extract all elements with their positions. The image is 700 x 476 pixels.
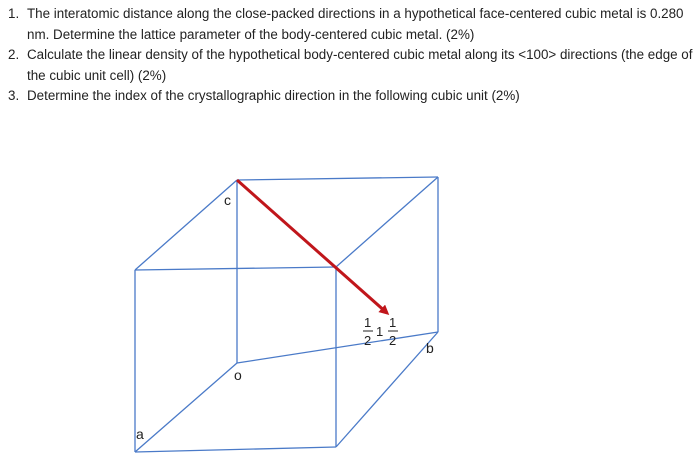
- question-3-text: Determine the index of the crystallographic direction in the following cubic unit (2%): [27, 88, 520, 103]
- axis-label-c: c: [224, 192, 231, 208]
- question-1-text: The interatomic distance along the close-packed directions in a hypothetical face-centered cubic metal is 0.280 nm. Determine the lattice parameter of the body-centered cubic metal. (2%): [27, 6, 684, 42]
- question-2-text: Calculate the linear density of the hypothetical body-centered cubic metal along its <100> directions (the edge of the cubic unit cell) (2%): [27, 47, 693, 83]
- cube-edge-front-bottom: [135, 447, 336, 452]
- cube-edge-connect-top-right: [336, 177, 438, 267]
- tip-coordinate-label: [363, 315, 398, 348]
- axis-label-b: b: [426, 340, 434, 356]
- coord-first-denominator: 2: [364, 333, 372, 348]
- direction-arrow: [237, 180, 387, 313]
- coord-middle-value: 1: [376, 324, 384, 339]
- cube-edge-front-top: [135, 267, 336, 270]
- cube-edge-connect-bottom-left: [135, 363, 237, 452]
- coord-first-numerator: 1: [364, 315, 372, 330]
- axis-label-origin: o: [234, 367, 242, 383]
- question-1-number: 1.: [8, 6, 20, 21]
- cube-edge-back-top: [237, 177, 438, 180]
- axis-label-a: a: [136, 426, 144, 442]
- coord-last-denominator: 2: [389, 333, 397, 348]
- cube-edge-connect-top-left: [135, 180, 237, 270]
- question-3-number: 3.: [8, 88, 20, 103]
- cube-edge-connect-bottom-right: [336, 332, 438, 447]
- question-2-number: 2.: [8, 47, 20, 62]
- cube-edge-back-bottom: [237, 332, 438, 363]
- coord-last-numerator: 1: [389, 315, 397, 330]
